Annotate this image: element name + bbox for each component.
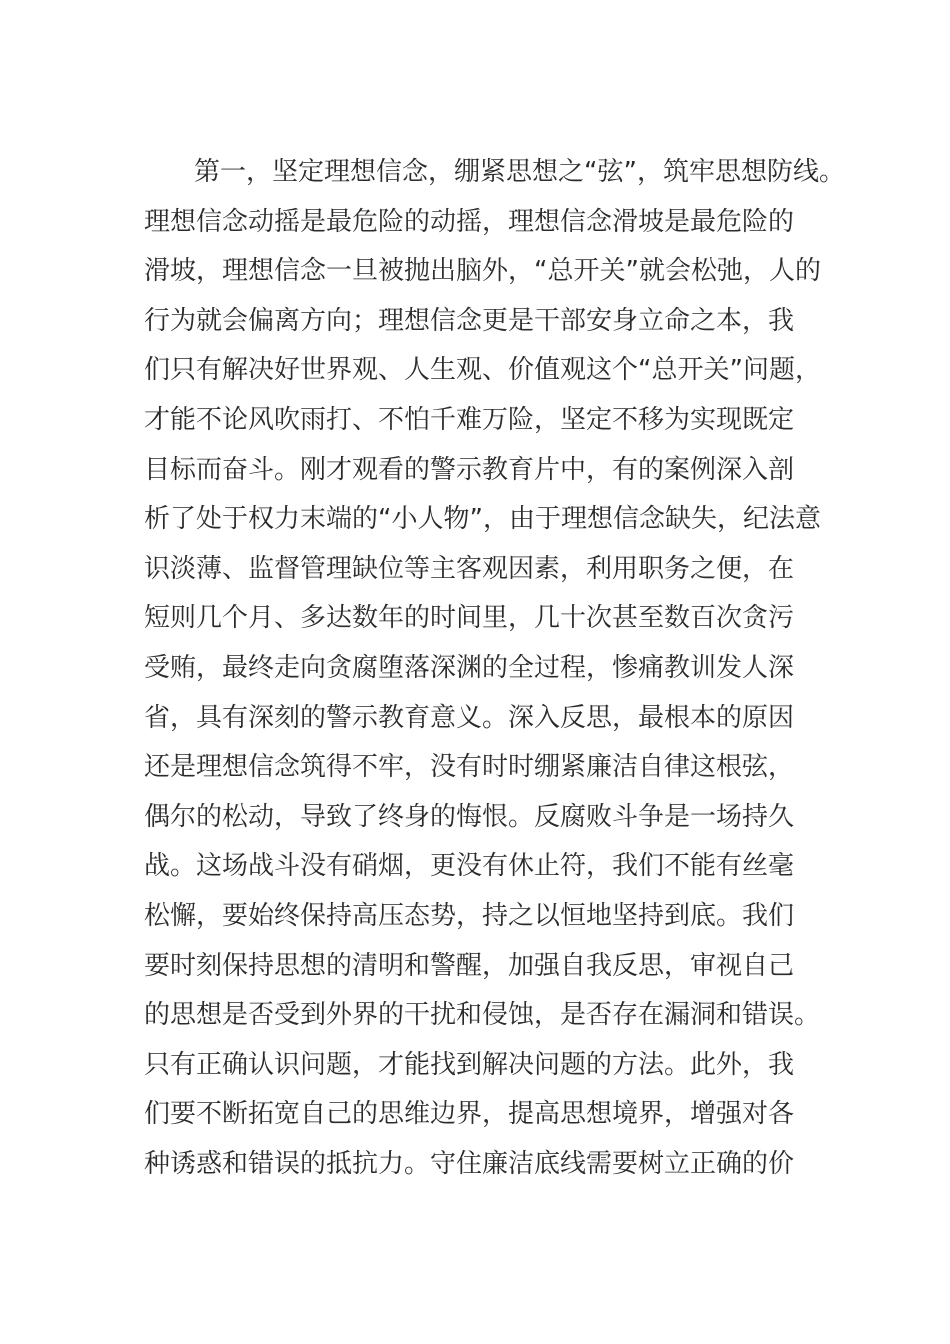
paragraph-line: 才能不论风吹雨打、不怕千难万险，坚定不移为实现既定 — [144, 404, 795, 435]
paragraph-line: 松懈，要始终保持高压态势，持之以恒地坚持到底。我们 — [144, 900, 795, 931]
paragraph-line: 省，具有深刻的警示教育意义。深入反思，最根本的原因 — [144, 702, 795, 733]
paragraph-line: 短则几个月、多达数年的时间里，几十次甚至数百次贪污 — [144, 603, 795, 634]
paragraph-line: 受贿，最终走向贪腐堕落深渊的全过程，惨痛教训发人深 — [144, 652, 795, 683]
paragraph-line: 们只有解决好世界观、人生观、价值观这个“总开关”问题， — [144, 355, 821, 386]
paragraph-line: 要时刻保持思想的清明和警醒，加强自我反思，审视自己 — [144, 950, 795, 981]
paragraph-line: 还是理想信念筑得不牢，没有时时绷紧廉洁自律这根弦， — [144, 752, 795, 783]
paragraph-line: 偶尔的松动，导致了终身的悔恨。反腐败斗争是一场持久 — [144, 801, 795, 832]
paragraph-line: 种诱惑和错误的抵抗力。守住廉洁底线需要树立正确的价 — [144, 1148, 795, 1179]
paragraph-line: 只有正确认识问题，才能找到解决问题的方法。此外，我 — [144, 1049, 795, 1080]
paragraph-line: 析了处于权力末端的“小人物”，由于理想信念缺失，纪法意 — [144, 504, 821, 535]
body-paragraph — [144, 148, 845, 1189]
paragraph-line: 的思想是否受到外界的干扰和侵蚀，是否存在漏洞和错误。 — [144, 1000, 821, 1031]
paragraph-line: 理想信念动摇是最危险的动摇，理想信念滑坡是最危险的 — [144, 206, 795, 237]
paragraph-line: 滑坡，理想信念一旦被抛出脑外，“总开关”就会松弛，人的 — [144, 256, 821, 287]
paragraph-line: 第一，坚定理想信念，绷紧思想之“弦”，筑牢思想防线。 — [194, 157, 845, 187]
paragraph-line: 识淡薄、监督管理缺位等主客观因素，利用职务之便，在 — [144, 553, 795, 584]
paragraph-line: 战。这场战斗没有硝烟，更没有休止符，我们不能有丝毫 — [144, 851, 795, 882]
paragraph-line: 们要不断拓宽自己的思维边界，提高思想境界，增强对各 — [144, 1099, 795, 1130]
paragraph-line: 行为就会偏离方向；理想信念更是干部安身立命之本，我 — [144, 305, 795, 336]
paragraph-line: 目标而奋斗。刚才观看的警示教育片中，有的案例深入剖 — [144, 454, 795, 485]
